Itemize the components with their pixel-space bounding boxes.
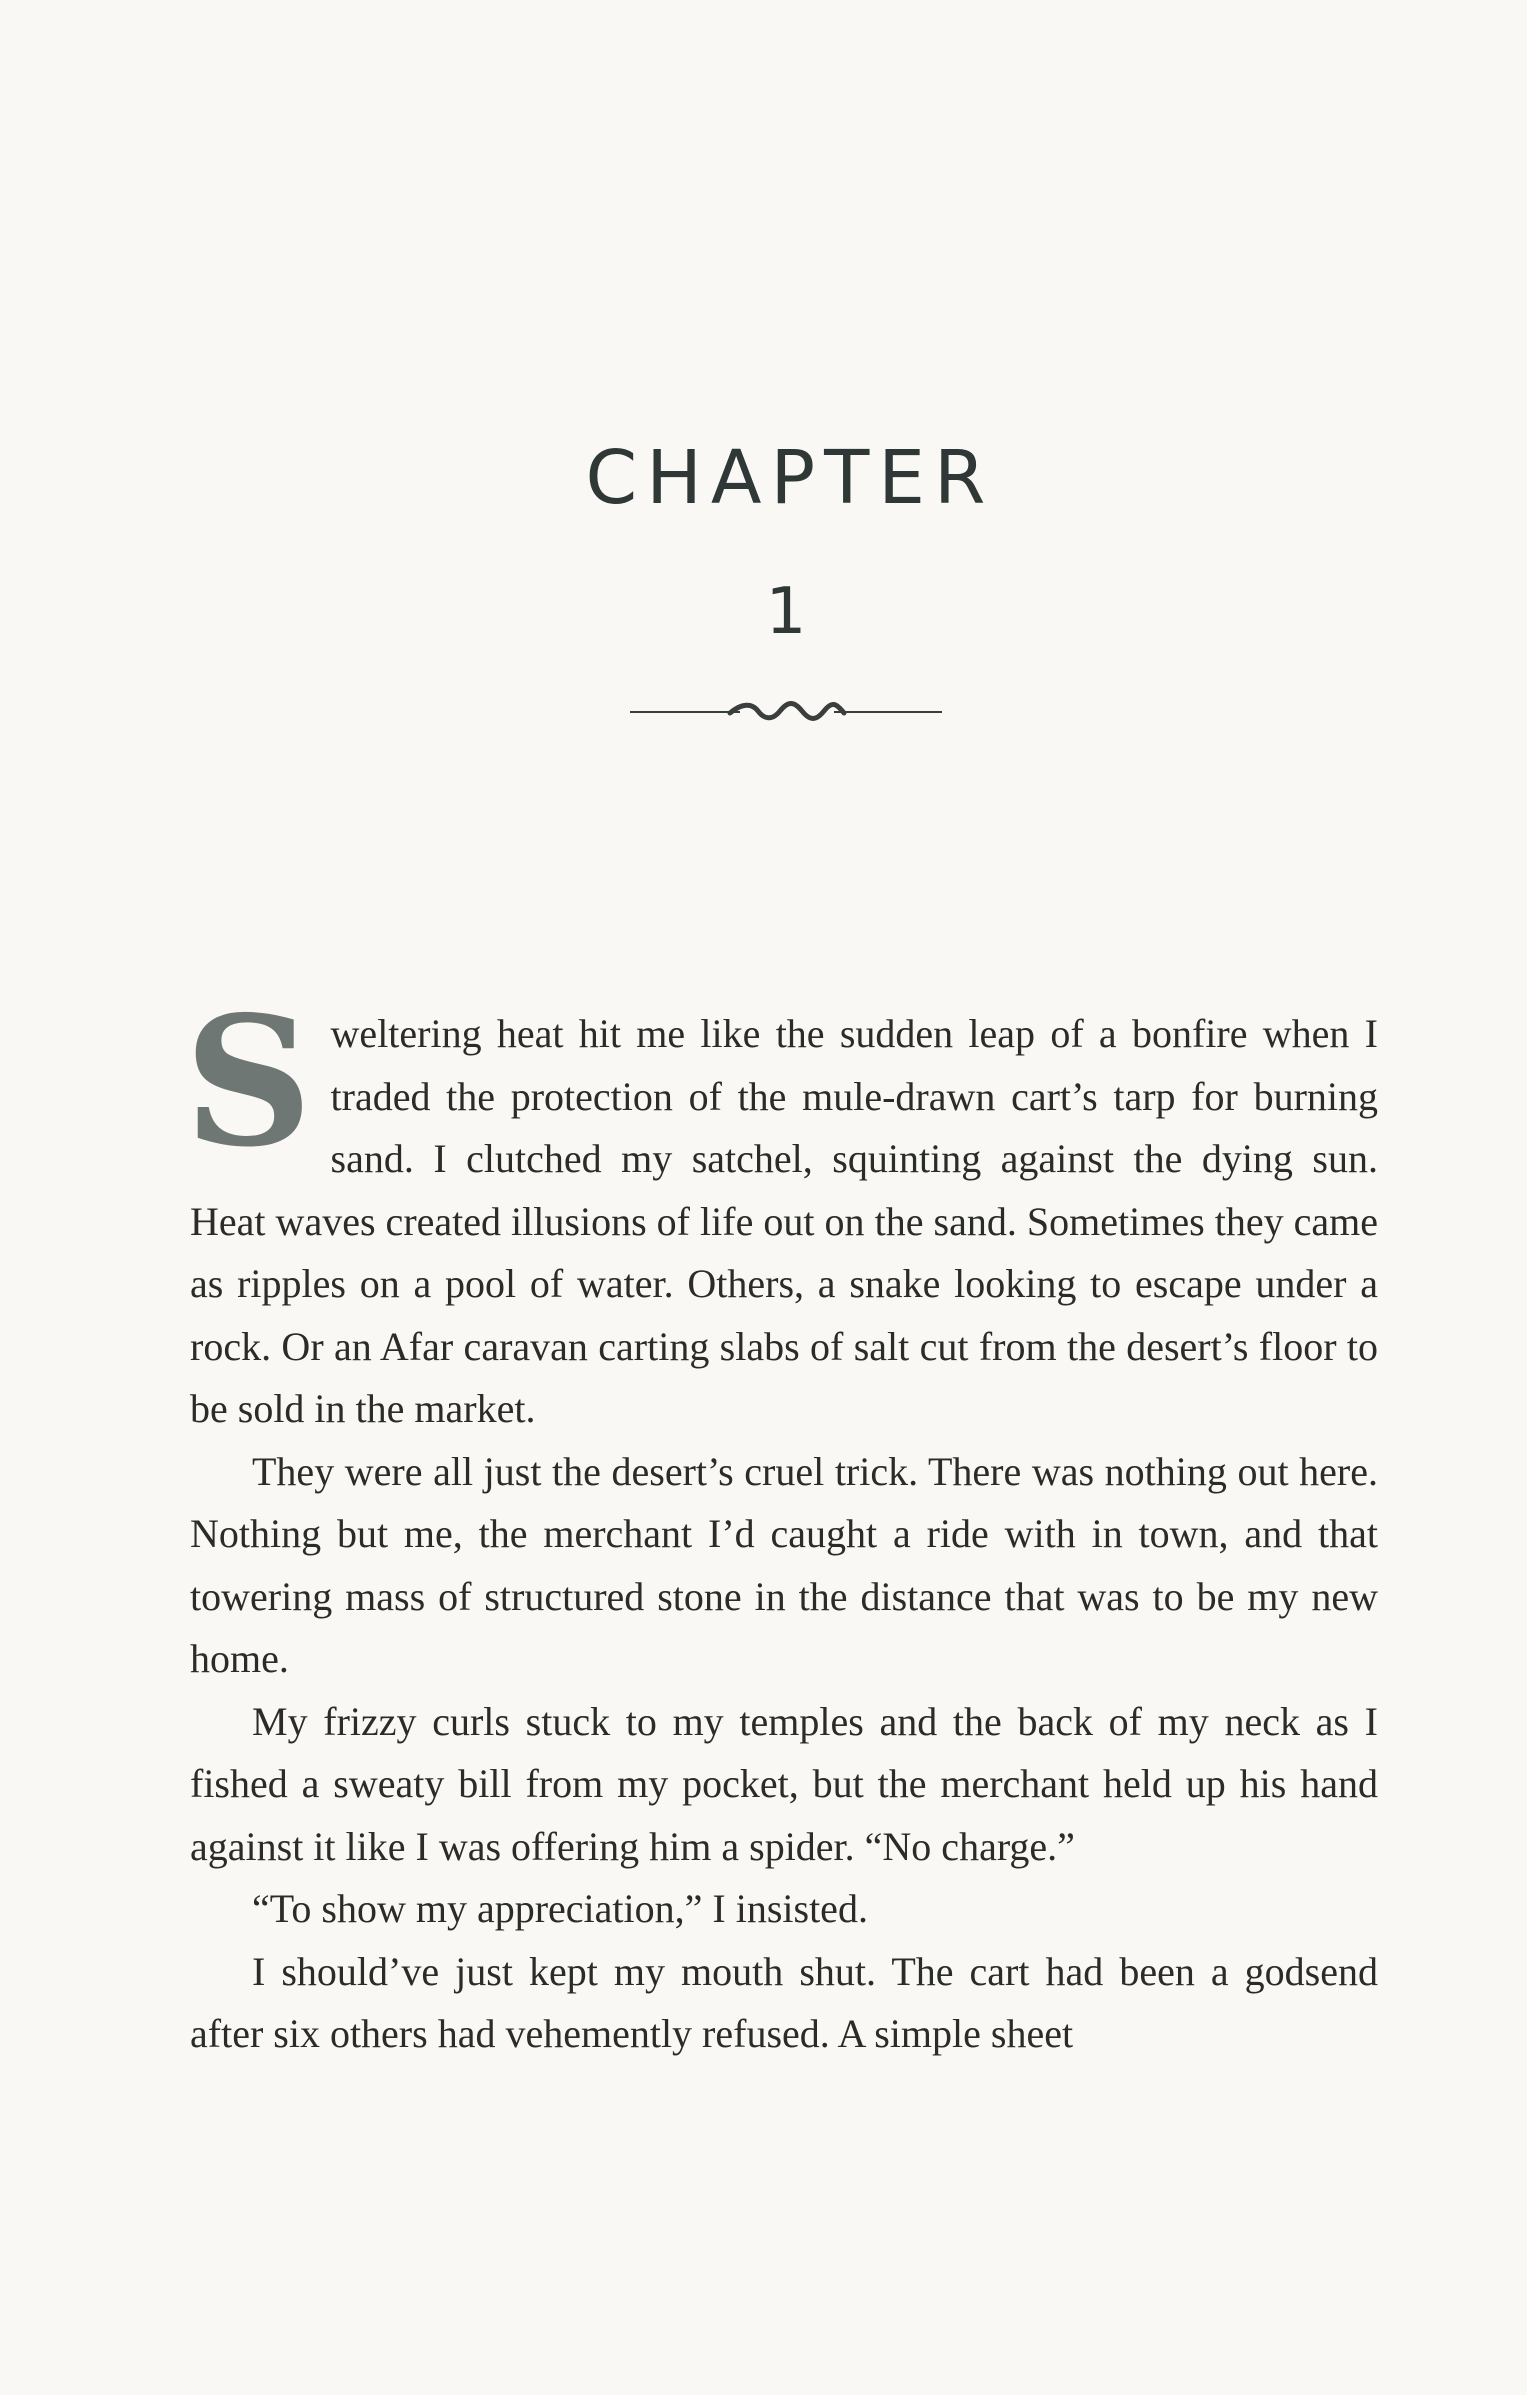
paragraph-4: “To show my appreciation,” I insisted.	[252, 1886, 868, 1931]
paragraph-2: They were all just the desert’s cruel trick. There was nothing out here. Nothing but me, the merchant I’d caught a ride with in town, and that towering mass of structured stone in the distance that was to be my new home.	[190, 1448, 1378, 1681]
paragraph-3: My frizzy curls stuck to my temples and the back of my neck as I fished a sweaty bill from my pocket, but the merchant held up his hand against it like I was offering him a spider. “No charge.”	[190, 1698, 1378, 1869]
chapter-body	[184, 977, 1378, 2066]
paragraph-1	[184, 977, 1378, 1441]
drop-cap-letter: S	[184, 977, 313, 1186]
swirl-divider-icon	[630, 693, 942, 731]
chapter-label: CHAPTER	[585, 435, 995, 521]
paragraph-5: I should’ve just kept my mouth shut. The cart had been a godsend after six others had vehemently refused. A simple sheet	[190, 1948, 1378, 2056]
paragraph-1-text: weltering heat hit me like the sudden leap of a bonfire when I traded the protection of the mule-drawn cart’s tarp for burning sand. I clutched my satchel, squinting against the dying sun. Heat waves created illusions of life out on the sand. Sometimes they came as ripples on a pool of water. Others, a snake looking to escape under a rock. Or an Afar caravan carting slabs of salt cut from the desert’s floor to be sold in the market.	[190, 1011, 1378, 1431]
chapter-number: 1	[765, 575, 807, 649]
